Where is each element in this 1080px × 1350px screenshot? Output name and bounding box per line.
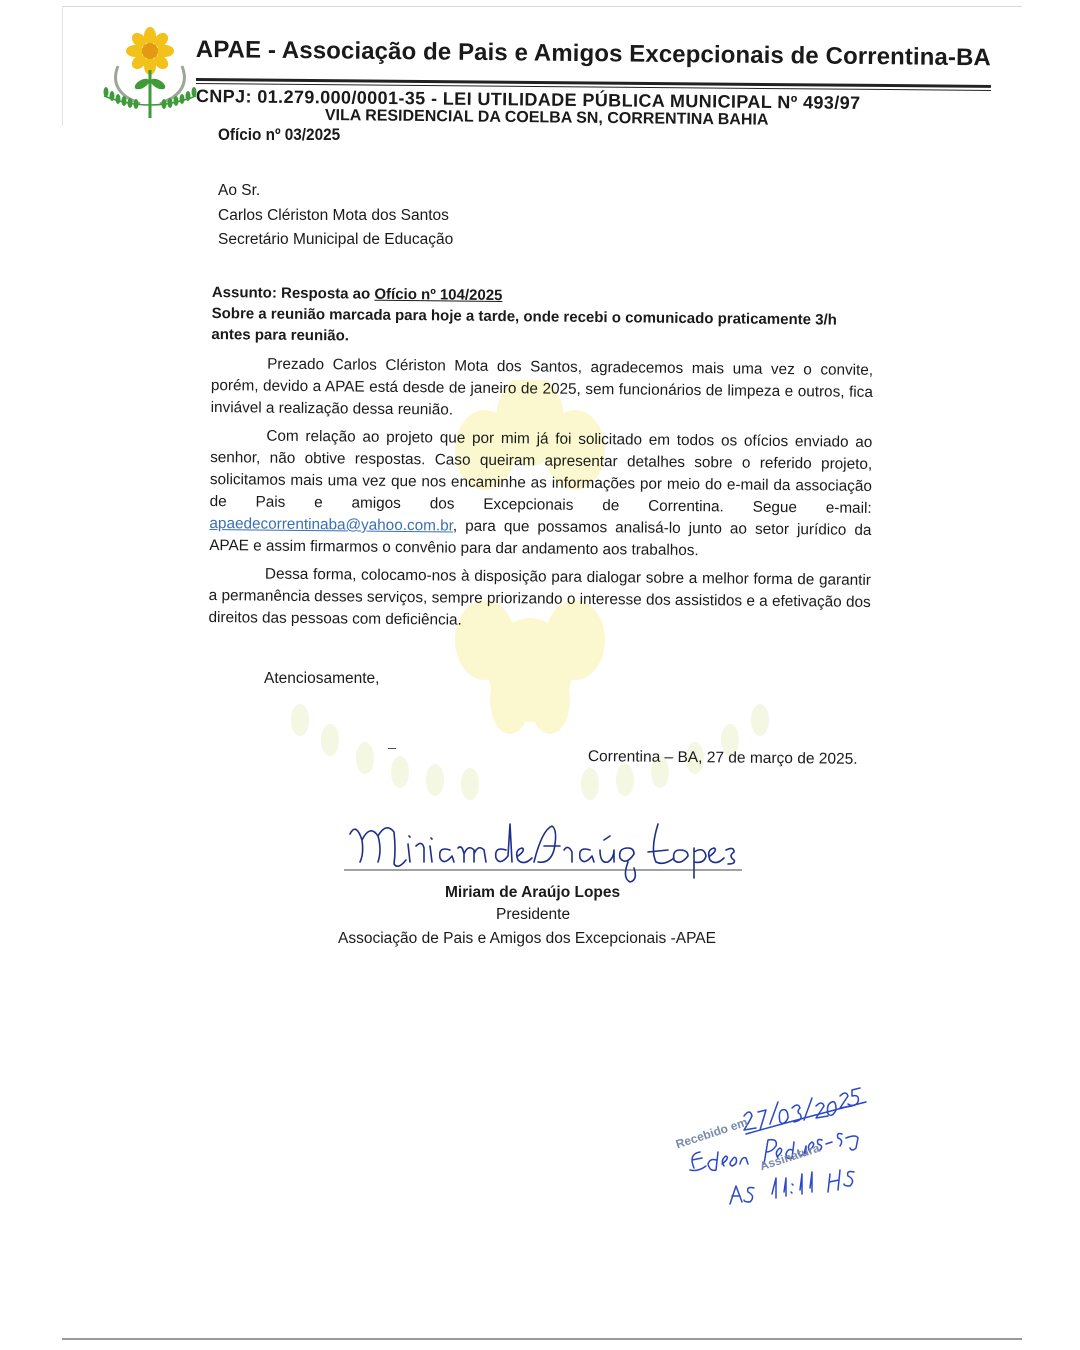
page-edge-top — [62, 6, 1022, 7]
signer-role: Presidente — [496, 906, 571, 923]
email-link[interactable]: apaedecorrentinaba@yahoo.com.br — [209, 514, 453, 535]
stamp-label-signature: Assinatura — [758, 1140, 822, 1174]
subject-prefix: Assunto: Resposta ao — [211, 283, 375, 303]
oficio-number: Ofício nº 03/2025 — [218, 125, 341, 144]
paragraph-2-text-end: , para que possamos analisá-lo junto ao setor jurídico da APAE e assim firmarmos o convênio para dar andamento aos trabalhos. — [209, 517, 872, 560]
letter-body — [208, 282, 874, 636]
page-edge-left — [62, 6, 63, 126]
apae-logo-icon — [100, 26, 200, 126]
subject-reference: Ofício nº 104/2025 — [374, 285, 503, 305]
paragraph-1: Prezado Carlos Clériston Mota dos Santos, agradecemos mais uma vez o convite, porém, devido a APAE está desde de janeiro de 2025, sem funcionários de limpeza e outros, fica inviável a realização dessa reunião. — [210, 355, 874, 419]
paragraph-2 — [209, 425, 872, 564]
stray-mark — [388, 748, 396, 749]
letterhead-title: APAE - Associação de Pais e Amigos Excepcionais de Correntina-BA — [195, 36, 992, 72]
stamp-label-received: Recebido em — [674, 1114, 750, 1152]
handwritten-signature — [338, 810, 748, 890]
date-line: Correntina – BA, 27 de março de 2025. — [587, 748, 858, 768]
letterhead-cnpj: CNPJ: 01.279.000/0001-35 - LEI UTILIDADE PÚBLICA MUNICIPAL Nº 493/97 — [195, 86, 861, 113]
paragraph-2-text: Com relação ao projeto que por mim já foi solicitado em todos os ofícios enviado ao senhor, não obtive respostas. Caso queiram apresentar detalhes sobre o referido projeto, solicitamos mais uma vez que nos encaminhe as informações por meio do e-mail da associação de Pais e amigos dos Excepcionais de Correntina. Segue e-mail: — [209, 427, 873, 517]
recipient-name: Carlos Clériston Mota dos Santos — [218, 207, 449, 224]
signer-name: Miriam de Araújo Lopes — [445, 884, 621, 901]
subject-description: Sobre a reunião marcada para hoje a tarde, onde recebi o comunicado praticamente 3/h antes para reunião. — [211, 304, 837, 345]
signer-organization: Associação de Pais e Amigos dos Excepcionais -APAE — [338, 930, 716, 947]
paragraph-3: Dessa forma, colocamo-nos à disposição para dialogar sobre a melhor forma de garantir a permanência desses serviços, sempre priorizando o interesse dos assistidos e a efetivação dos direitos das pessoas com deficiência. — [208, 565, 872, 629]
page-edge-bottom — [62, 1338, 1022, 1340]
recipient-title: Secretário Municipal de Educação — [218, 231, 454, 248]
closing: Atenciosamente, — [264, 670, 380, 687]
recipient-salutation: Ao Sr. — [218, 182, 261, 199]
letterhead-address: VILA RESIDENCIAL DA COELBA SN, CORRENTINA BAHIA — [324, 107, 769, 129]
